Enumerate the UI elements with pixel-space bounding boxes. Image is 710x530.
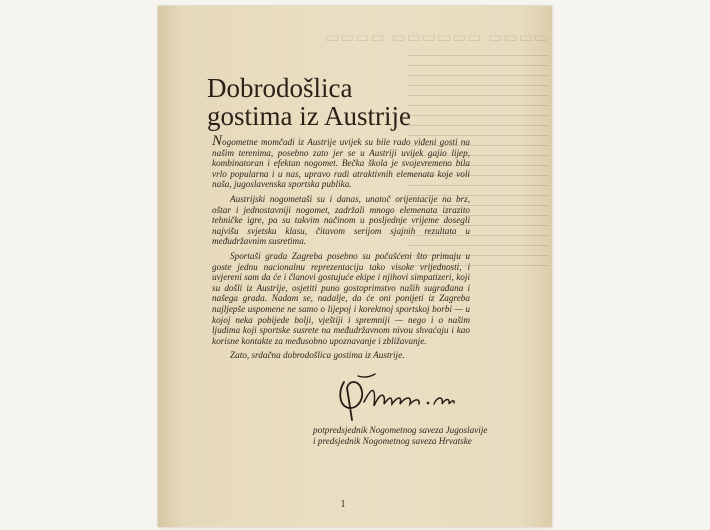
signatory-attribution [313, 425, 503, 447]
page-title [207, 74, 411, 130]
paragraph-1 [212, 133, 470, 190]
show-through-rule [408, 95, 548, 96]
welcome-text [212, 133, 470, 365]
show-through-rule [408, 55, 548, 56]
paragraph-2: Austrijski nogometaši su i danas, unatoč orijentacije na brz, oštar i jednostavniji nogomet, zadržali mnogo elemenata izrazito tehničke igre, pa su takvim načinom u posljednje vrijeme dosegli najvišu svjetsku klasu, čitavom serijom sjajnih rezultata u međudržavnim susretima. [212, 193, 470, 247]
drop-cap: N [212, 133, 223, 149]
title-line-2: gostima iz Austrije [207, 101, 411, 131]
show-through-rule [408, 65, 548, 66]
paragraph-1-text: ogometne momčadi iz Austrije uvijek su bile rado viđeni gosti na našim terenima, posebno zato jer se u Austriji uvijek gajio lijep, kombinatoran i efektan nogomet. Bečka škola je svojevremeno bila vrlo popularna i u nas, upravo radi atraktivnih elemenata koje voli naša, jugoslavenska sportska publika. [212, 137, 470, 190]
show-through-rule [408, 125, 548, 126]
show-through-rule [408, 105, 548, 106]
attribution-line-2: i predsjednik Nogometnog saveza Hrvatske [313, 436, 472, 446]
paragraph-3: Sportaši grada Zagreba posebno su počašćeni što primaju u goste jednu nacionalnu reprezentaciju tako visoke vrijednosti, i uvjereni sam da će i članovi gostujuće ekipe i njihovi simpatizeri, koji su došli iz Austrije, osjetiti puno gostoprimstvo naših sugrađana i našega grada. Nadam se, nadalje, da će oni ponijeti iz Zagreba najljepše uspomene ne samo o lijepoj i korektnoj sportskoj borbi — u kojoj neka pobijede bolji, vještiji i spremniji — nego i o našim ljudima koji sportske susrete na međudržavnom nivou shvaćaju i kao korisne kontakte za međusobno upoznavanje i zbližavanje. [212, 250, 470, 346]
paragraph-closing: Zato, srdačna dobrodošlica gostima iz Austrije. [230, 350, 405, 361]
show-through-rule [408, 75, 548, 76]
attribution-line-1: potpredsjednik Nogometnog saveza Jugoslavije [313, 425, 488, 435]
show-through-rule [408, 115, 548, 116]
handwritten-signature [334, 368, 464, 422]
title-line-1: Dobrodošlica [207, 73, 353, 103]
page-number: 1 [340, 499, 346, 510]
show-through-rule [408, 85, 548, 86]
show-through-heading: ▭▭▭▭ ▭▭▭▭▭▭ ▭▭▭▭ [324, 28, 548, 46]
